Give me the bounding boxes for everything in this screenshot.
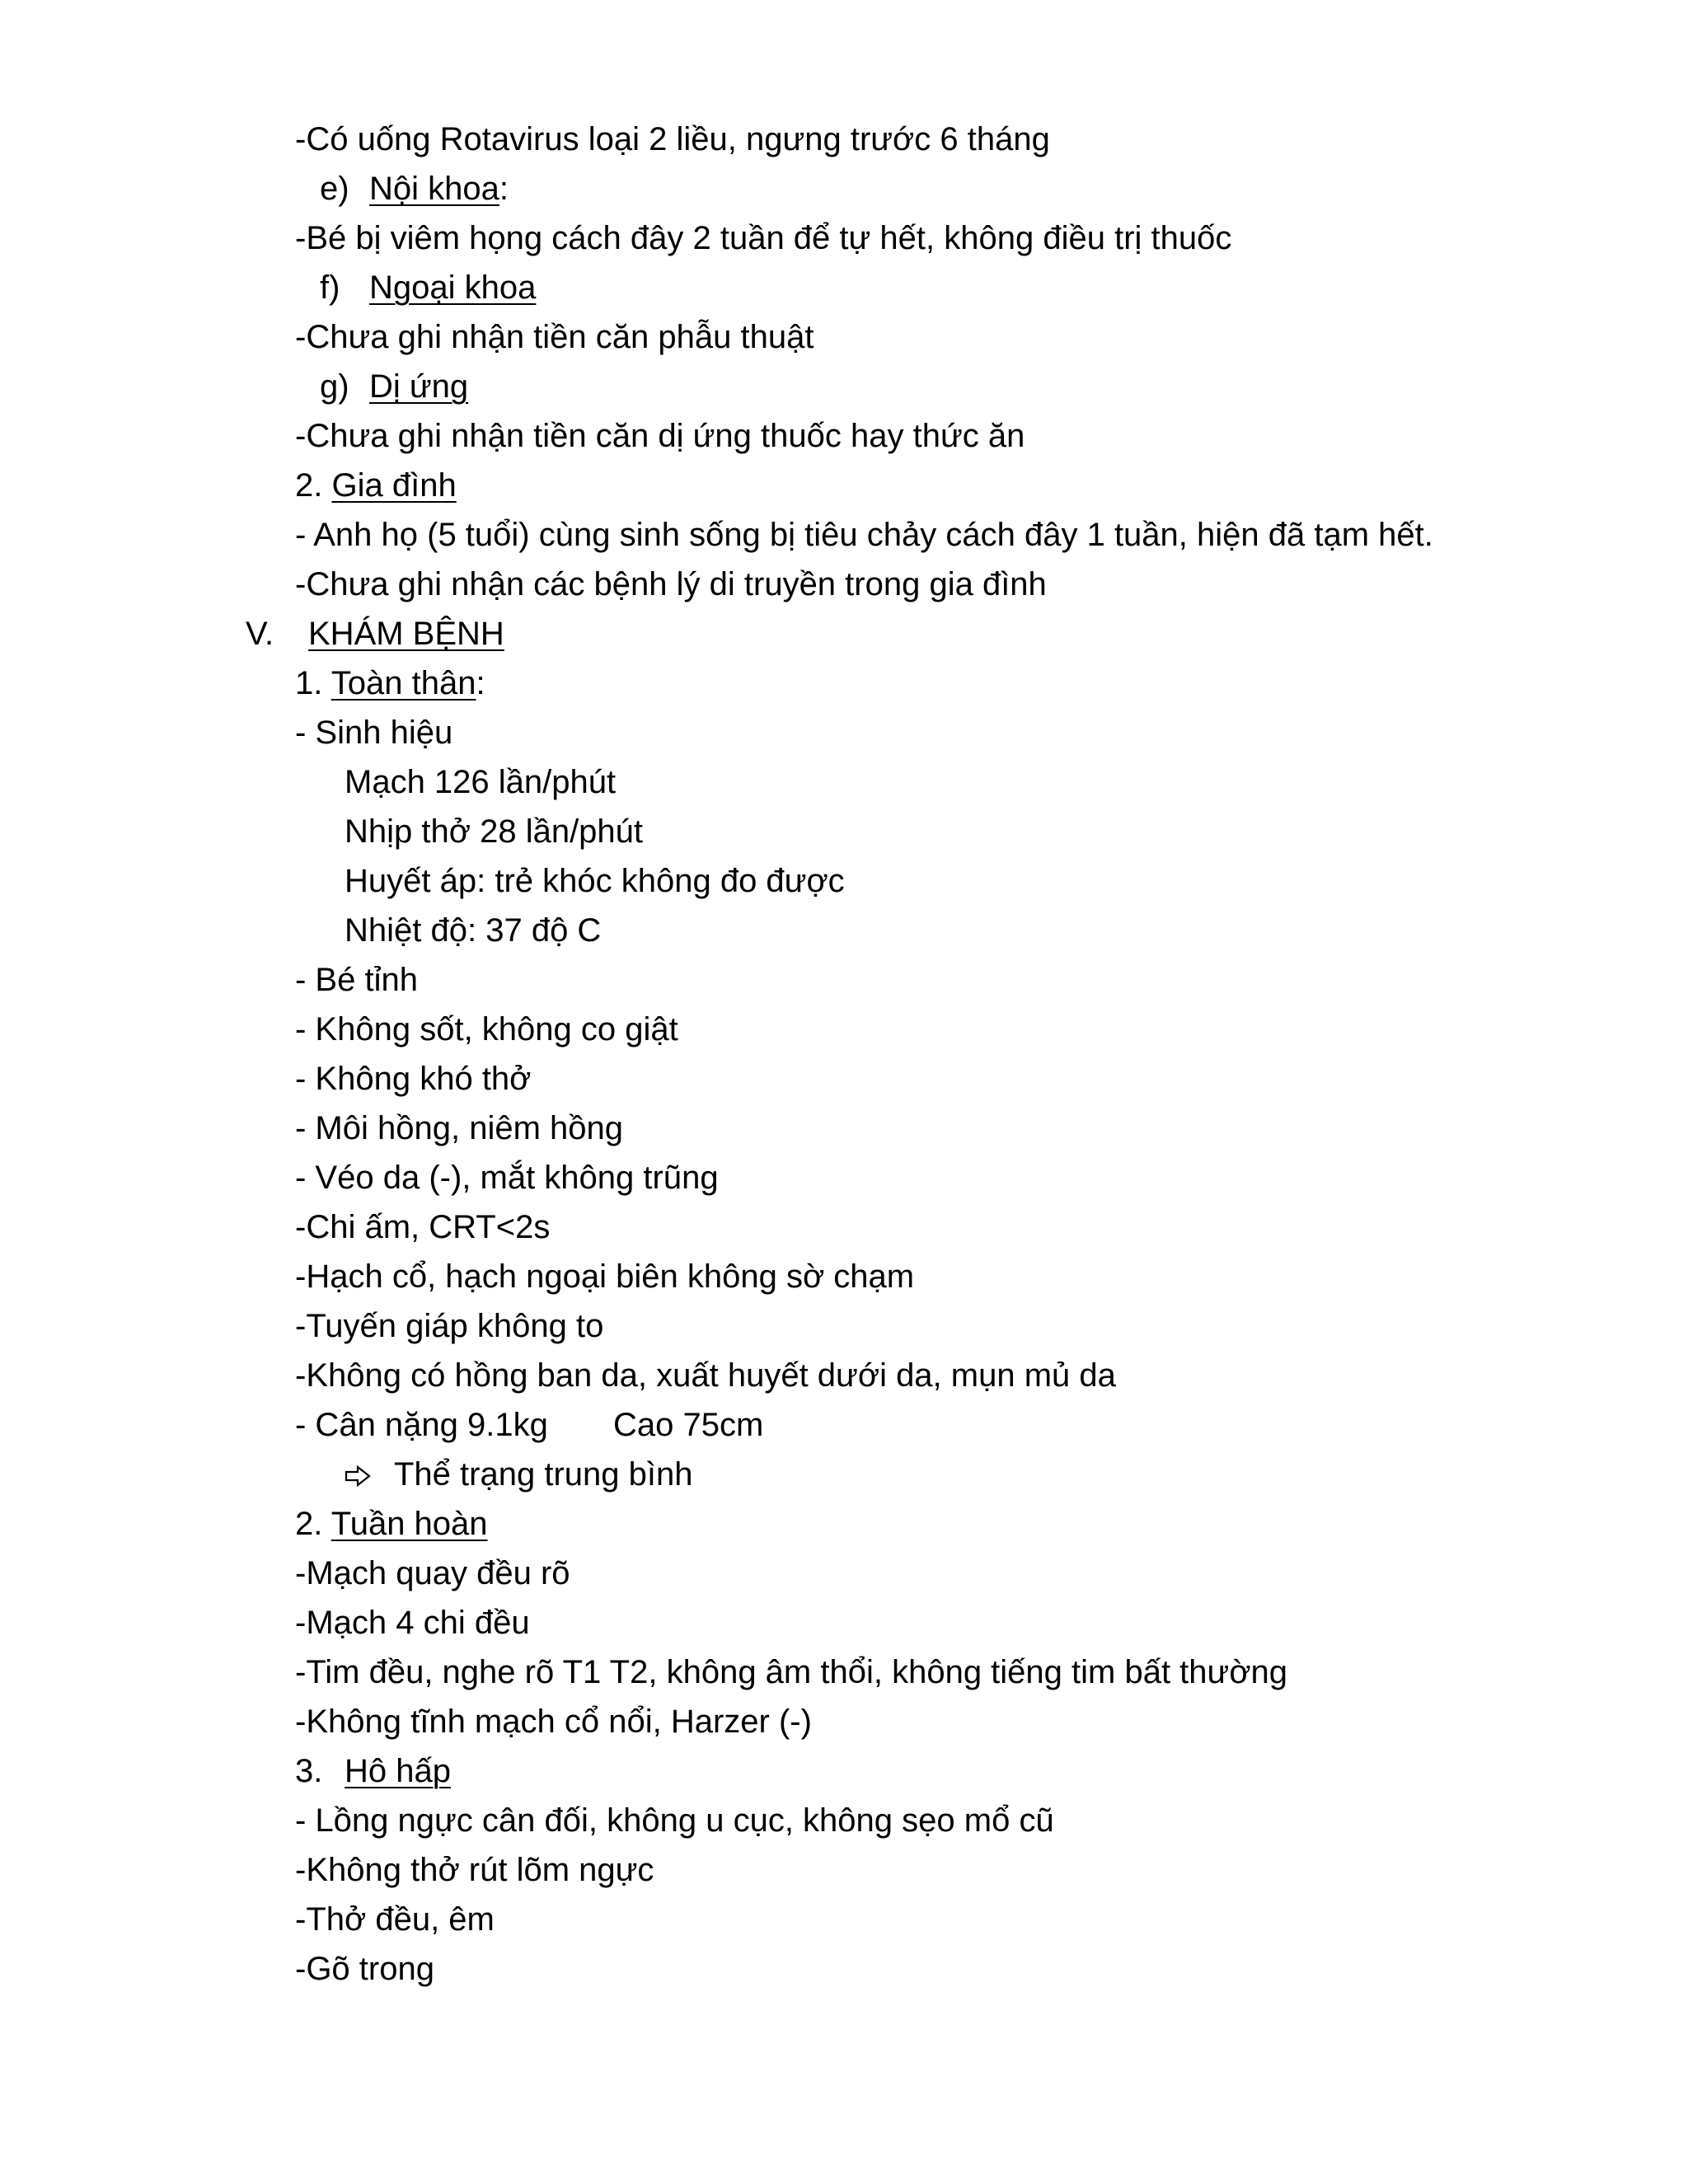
weight-text: - Cân nặng 9.1kg	[295, 1407, 548, 1443]
text-line: - Sinh hiệu	[295, 715, 453, 751]
subsection-letter: g)	[320, 368, 349, 405]
heading-title: Hô hấp	[345, 1753, 451, 1789]
subsection-letter: f)	[320, 269, 340, 306]
text-line: -Không thở rút lõm ngực	[295, 1852, 654, 1888]
heading-toan-than	[295, 658, 485, 708]
heading-tuan-hoan	[295, 1499, 488, 1549]
subsection-di-ung	[320, 362, 468, 411]
heading-title: Gia đình	[331, 467, 457, 504]
subsection-title: Dị ứng	[369, 368, 469, 405]
text-line: -Có uống Rotavirus loại 2 liều, ngưng trước 6 tháng	[295, 121, 1050, 157]
text-line: -Chưa ghi nhận tiền căn dị ứng thuốc hay thức ăn	[295, 418, 1025, 454]
text-line: -Thở đều, êm	[295, 1901, 495, 1938]
heading-title: Toàn thân	[331, 665, 476, 701]
arrow-right-icon	[345, 1465, 373, 1488]
subsection-noi-khoa	[320, 164, 509, 213]
text-line: -Chưa ghi nhận các bệnh lý di truyền trong gia đình	[295, 566, 1047, 602]
heading-kham-benh	[246, 609, 504, 658]
heading-gia-dinh	[295, 461, 457, 510]
text-line: -Không tĩnh mạch cổ nổi, Harzer (-)	[295, 1704, 812, 1740]
text-line: - Anh họ (5 tuổi) cùng sinh sống bị tiêu chảy cách đây 1 tuần, hiện đã tạm hết.	[295, 517, 1433, 553]
subsection-ngoai-khoa	[320, 263, 536, 312]
text-line: - Bé tỉnh	[295, 962, 418, 998]
heading-number: 2.	[295, 1506, 323, 1542]
conclusion-line	[345, 1450, 692, 1499]
vital-sign-line: Nhịp thở 28 lần/phút	[345, 813, 644, 850]
text-line: - Môi hồng, niêm hồng	[295, 1110, 624, 1146]
heading-title: Tuần hoàn	[331, 1506, 488, 1542]
text-line: -Mạch quay đều rõ	[295, 1555, 570, 1591]
conclusion-text: Thể trạng trung bình	[394, 1456, 693, 1493]
subsection-title: Nội khoa	[369, 171, 499, 207]
height-text: Cao 75cm	[613, 1407, 764, 1443]
text-line: -Mạch 4 chi đều	[295, 1605, 530, 1641]
subsection-title: Ngoại khoa	[369, 269, 537, 306]
subsection-suffix: :	[499, 171, 509, 207]
text-line: -Bé bị viêm họng cách đây 2 tuần để tự hết, không điều trị thuốc	[295, 220, 1232, 256]
vital-sign-line: Huyết áp: trẻ khóc không đo được	[345, 863, 845, 899]
text-line: -Không có hồng ban da, xuất huyết dưới da, mụn mủ da	[295, 1357, 1116, 1394]
weight-height-line	[295, 1400, 763, 1450]
vital-sign-line: Mạch 126 lần/phút	[345, 764, 617, 800]
text-line: -Tuyến giáp không to	[295, 1308, 604, 1344]
text-line: -Tim đều, nghe rõ T1 T2, không âm thổi, không tiếng tim bất thường	[295, 1654, 1288, 1690]
text-line: -Hạch cổ, hạch ngoại biên không sờ chạm	[295, 1258, 915, 1295]
text-line: -Gõ trong	[295, 1951, 434, 1987]
text-line: - Không khó thở	[295, 1061, 532, 1097]
text-line: -Chưa ghi nhận tiền căn phẫu thuật	[295, 319, 814, 355]
heading-number: 2.	[295, 467, 323, 504]
heading-number: 1.	[295, 665, 323, 701]
heading-title: KHÁM BỆNH	[308, 616, 504, 652]
text-line: - Không sốt, không co giật	[295, 1011, 678, 1047]
vital-sign-line: Nhiệt độ: 37 độ C	[345, 912, 602, 949]
heading-suffix: :	[476, 665, 485, 701]
text-line: -Chi ấm, CRT<2s	[295, 1209, 551, 1245]
heading-number: 3.	[295, 1753, 323, 1789]
text-line: - Lồng ngực cân đối, không u cục, không sẹo mổ cũ	[295, 1802, 1054, 1839]
heading-number: V.	[246, 616, 274, 652]
subsection-letter: e)	[320, 171, 349, 207]
text-line: - Véo da (-), mắt không trũng	[295, 1160, 719, 1196]
heading-ho-hap	[295, 1746, 451, 1796]
